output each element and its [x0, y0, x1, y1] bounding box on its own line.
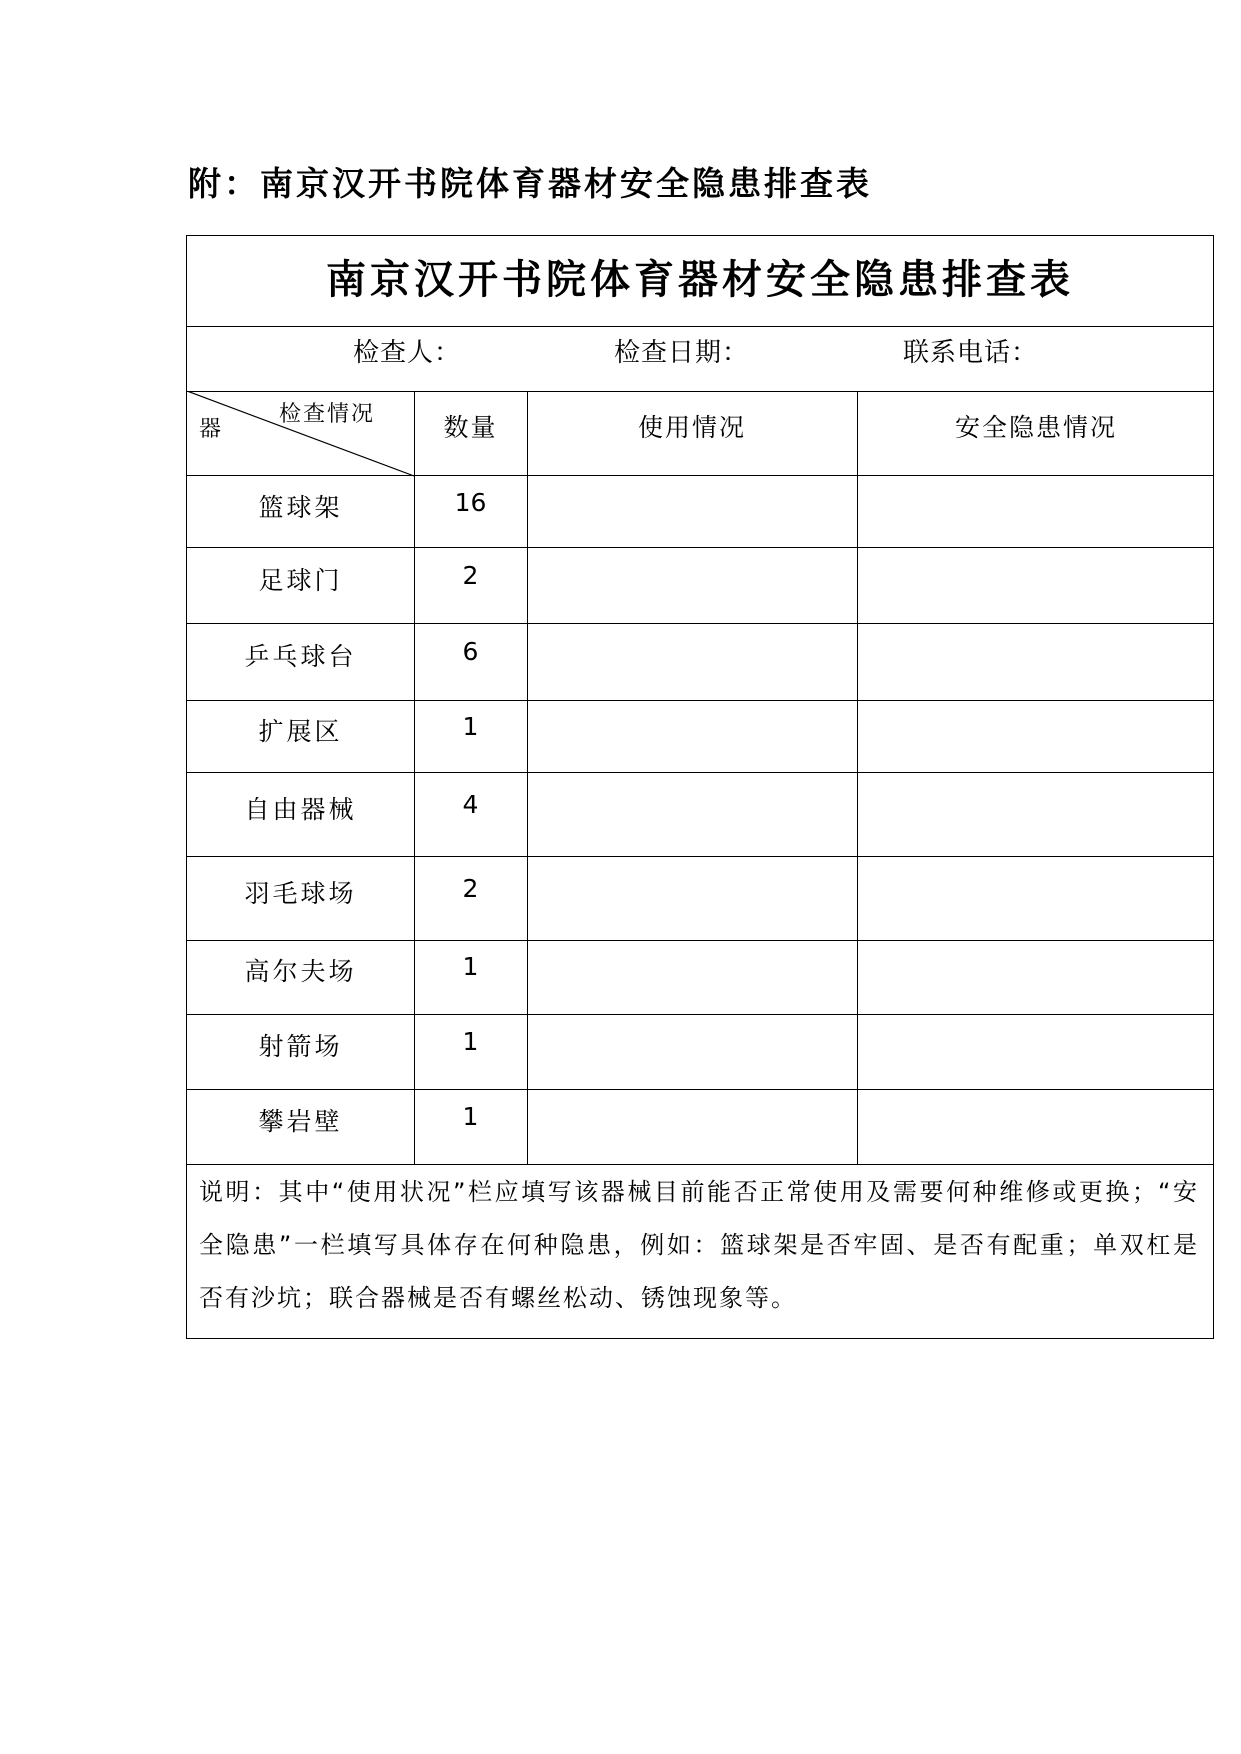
table-note: 说明：其中“使用状况”栏应填写该器械目前能否正常使用及需要何种维修或更换；“安全隐患”一栏填写具体存在何种隐患，例如：篮球架是否牢固、是否有配重；单双杠是否有沙坑；联合器械是否有螺丝松动、锈蚀现象等。 — [199, 1178, 1199, 1312]
equipment-name: 攀岩壁 — [258, 1107, 343, 1136]
divider — [187, 547, 1213, 548]
equipment-quantity: 2 — [462, 561, 479, 590]
equipment-name: 足球门 — [258, 566, 343, 595]
divider — [187, 623, 1213, 624]
header-quantity: 数量 — [443, 413, 498, 442]
divider — [187, 940, 1213, 941]
header-hazard: 安全隐患情况 — [954, 413, 1117, 442]
inspection-table — [186, 235, 1214, 1339]
divider — [187, 772, 1213, 773]
equipment-quantity: 4 — [462, 790, 479, 819]
equipment-quantity: 1 — [462, 712, 479, 741]
inspector-label: 检查人： — [353, 338, 462, 368]
equipment-name: 射箭场 — [258, 1032, 343, 1061]
header-diag-bottom: 器 — [199, 417, 224, 442]
divider — [187, 326, 1213, 327]
phone-label: 联系电话： — [903, 338, 1039, 368]
divider — [187, 856, 1213, 857]
column-divider — [527, 391, 528, 1164]
equipment-quantity: 2 — [462, 874, 479, 903]
divider — [187, 1089, 1213, 1090]
header-diag-top: 检查情况 — [279, 402, 376, 427]
equipment-quantity: 16 — [454, 488, 487, 517]
equipment-quantity: 1 — [462, 952, 479, 981]
equipment-name: 乒乓球台 — [244, 642, 357, 671]
divider — [187, 700, 1213, 701]
equipment-name: 自由器械 — [244, 795, 357, 824]
equipment-quantity: 1 — [462, 1027, 479, 1056]
column-divider — [857, 391, 858, 1164]
divider — [187, 1014, 1213, 1015]
equipment-name: 扩展区 — [258, 717, 343, 746]
equipment-quantity: 6 — [462, 637, 479, 666]
table-title: 南京汉开书院体育器材安全隐患排查表 — [326, 257, 1074, 303]
equipment-name: 高尔夫场 — [244, 957, 357, 986]
equipment-name: 篮球架 — [258, 493, 343, 522]
divider — [187, 1164, 1213, 1165]
equipment-quantity: 1 — [462, 1102, 479, 1131]
date-label: 检查日期： — [614, 338, 750, 368]
header-usage: 使用情况 — [637, 413, 746, 442]
divider — [187, 475, 1213, 476]
page-heading: 附：南京汉开书院体育器材安全隐患排查表 — [188, 164, 872, 203]
equipment-name: 羽毛球场 — [244, 879, 357, 908]
